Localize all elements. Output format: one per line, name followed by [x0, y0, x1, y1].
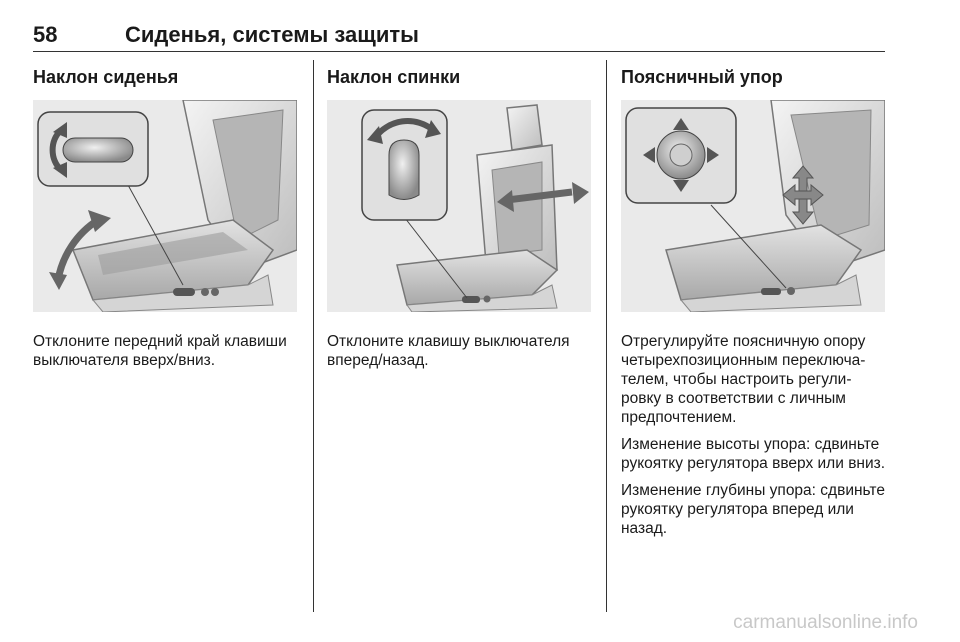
paragraph: Изменение высоты упора: сдвиньте рукоятку регулятора вверх или вниз. [621, 436, 886, 472]
section-seat-tilt [33, 66, 301, 378]
paragraph: Отклоните клавишу выключателя вперед/назад. [327, 333, 570, 369]
backrest-tilt-illustration [327, 100, 591, 312]
page-number: 58 [33, 22, 58, 47]
column-divider [313, 60, 314, 612]
section-text [621, 332, 889, 538]
column-divider [606, 60, 607, 612]
paragraph: Изменение глубины упора: сдвиньте рукоятку регулятора вперед или назад. [621, 482, 885, 537]
section-heading: Наклон спинки [327, 67, 461, 87]
section-lumbar-support [621, 66, 889, 546]
chapter-title: Сиденья, системы защиты [125, 22, 419, 47]
section-heading: Наклон сиденья [33, 67, 179, 87]
paragraph: Отклоните передний край клавиши выключателя вверх/вниз. [33, 333, 287, 369]
section-text [33, 332, 301, 370]
header-rule [33, 51, 885, 52]
section-text [327, 332, 595, 370]
seat-tilt-illustration [33, 100, 297, 312]
page-header [33, 22, 885, 50]
section-heading: Поясничный упор [621, 67, 783, 87]
watermark: carmanualsonline.info [733, 612, 918, 633]
section-backrest-tilt [327, 66, 595, 378]
lumbar-support-illustration [621, 100, 885, 312]
paragraph: Отрегулируйте поясничную опору четырехпозиционным переключа-телем, чтобы настроить регули-ровку в соответствии с личным предпочтением. [621, 333, 866, 426]
